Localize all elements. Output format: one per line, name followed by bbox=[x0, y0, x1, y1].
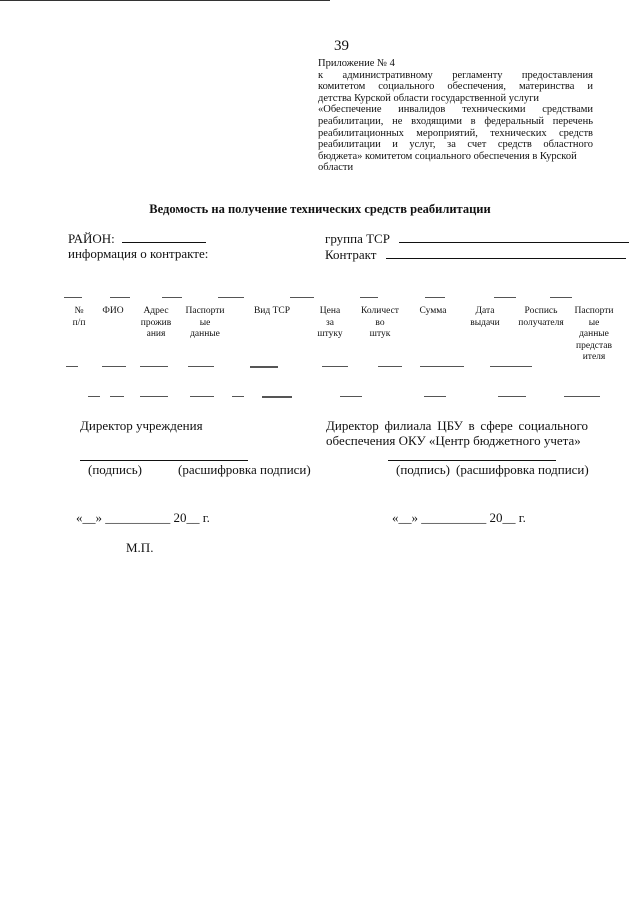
contract-field bbox=[325, 246, 626, 263]
appendix-line: к административному регламенту предоставления bbox=[318, 69, 593, 81]
column-header: Сумма bbox=[419, 306, 447, 316]
contract-label: Контракт bbox=[325, 247, 377, 262]
column-header: Количест во штук bbox=[361, 306, 399, 339]
appendix-line: Приложение № 4 bbox=[318, 58, 395, 69]
left-signer-title: Директор учреждения bbox=[80, 418, 203, 433]
appendix-header bbox=[318, 58, 593, 174]
column-header: Дата выдачи bbox=[470, 306, 500, 328]
page-number: 39 bbox=[334, 38, 349, 54]
rayon-field bbox=[68, 230, 206, 247]
appendix-line: детства Курской области государственной услуги bbox=[318, 92, 540, 104]
column-header: Адрес прожив ания bbox=[140, 306, 172, 339]
column-header: № п/п bbox=[72, 306, 86, 328]
left-sign-caption: (подпись) bbox=[88, 462, 142, 477]
contract-info-label: информация о контракте: bbox=[68, 246, 209, 261]
right-decode-caption: (расшифровка подписи) bbox=[456, 462, 589, 477]
column-header: Роспись получателя bbox=[518, 306, 564, 328]
right-signer-title-line1: Директор филиала ЦБУ в сфере социального bbox=[326, 418, 588, 433]
appendix-line: комитетом социального обеспечения, материнства и bbox=[318, 81, 593, 93]
top-border-line bbox=[0, 0, 330, 1]
right-signer-title-line2: обеспечения ОКУ «Центр бюджетного учета» bbox=[326, 433, 581, 448]
rayon-blank bbox=[122, 230, 206, 243]
rayon-label: РАЙОН: bbox=[68, 231, 115, 246]
tsr-group-blank bbox=[399, 230, 629, 243]
stamp-placeholder: М.П. bbox=[126, 540, 154, 555]
column-header: Цена за штуку bbox=[317, 306, 343, 339]
column-header: Паспорти ые данные bbox=[185, 306, 225, 339]
column-header: Паспорти ые данные представ ителя bbox=[574, 306, 614, 362]
appendix-line: бюджета» комитетом социального обеспечения в Курской bbox=[318, 150, 577, 162]
right-sign-caption: (подпись) bbox=[396, 462, 450, 477]
right-date: «__» __________ 20__ г. bbox=[392, 510, 526, 525]
column-header: ФИО bbox=[102, 306, 124, 316]
contract-blank bbox=[386, 246, 626, 259]
document-title: Ведомость на получение технических средств реабилитации bbox=[149, 202, 491, 216]
tsr-group-field bbox=[325, 230, 629, 247]
appendix-line: реабилитации, не входящими в федеральный перечень bbox=[318, 115, 593, 127]
appendix-line: реабилитационных мероприятий, технических средств bbox=[318, 127, 593, 139]
left-decode-caption: (расшифровка подписи) bbox=[178, 462, 311, 477]
appendix-line: реабилитации и услуг, за счет средств областного bbox=[318, 139, 593, 151]
right-signature-line bbox=[388, 460, 556, 461]
column-header: Вид ТСР bbox=[253, 306, 291, 316]
left-signature-line bbox=[80, 460, 248, 461]
left-date: «__» __________ 20__ г. bbox=[76, 510, 210, 525]
appendix-line: области bbox=[318, 162, 354, 174]
tsr-group-label: группа ТСР bbox=[325, 231, 390, 246]
appendix-line: «Обеспечение инвалидов техническими средствами bbox=[318, 104, 593, 116]
